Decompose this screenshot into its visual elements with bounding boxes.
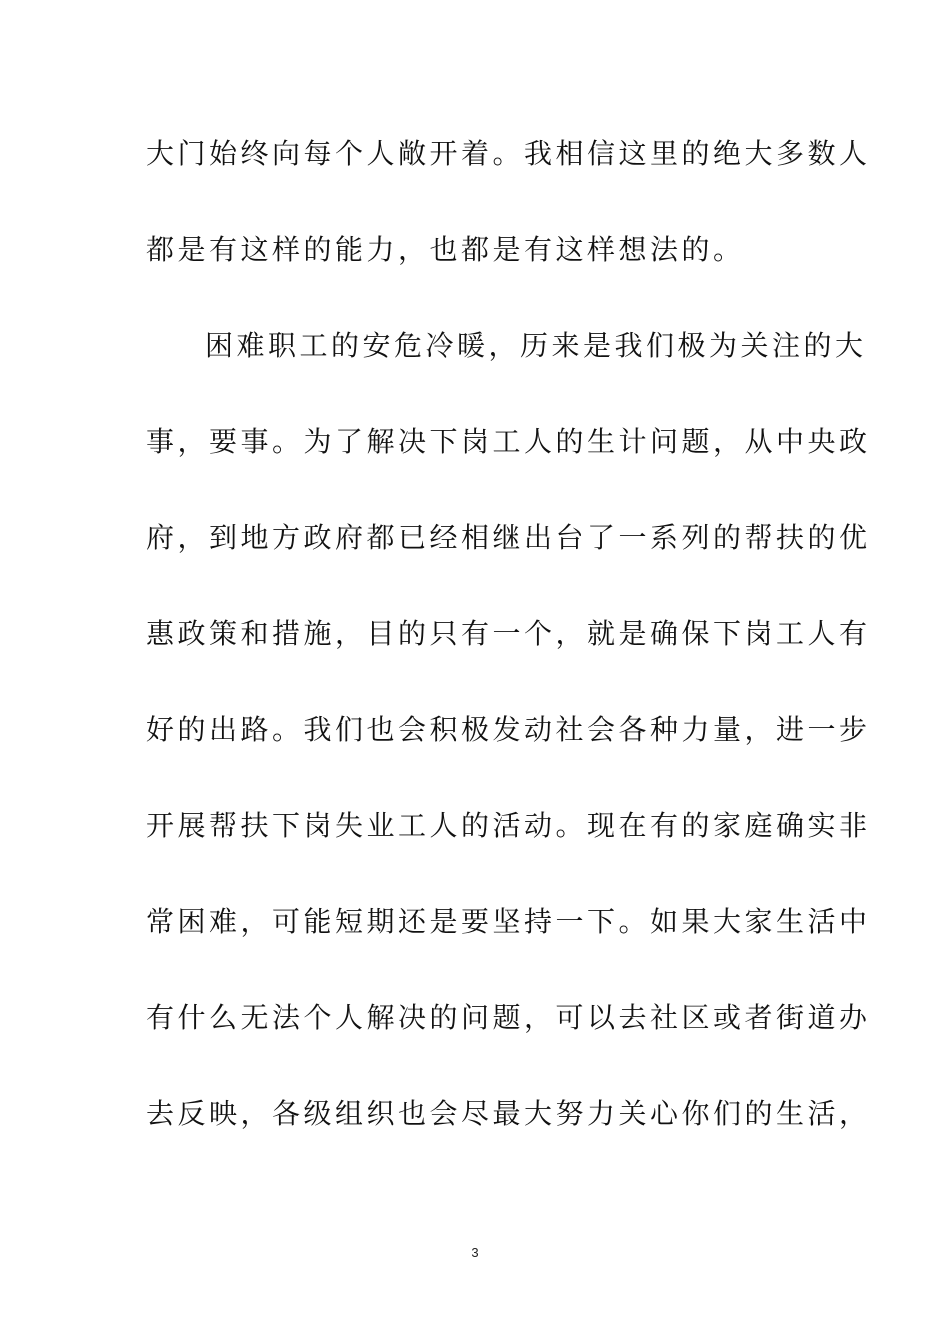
text-line: 常困难，可能短期还是要坚持一下。如果大家生活中 [146, 905, 871, 938]
text-line: 事，要事。为了解决下岗工人的生计问题，从中央政 [146, 425, 871, 458]
text-line: 府，到地方政府都已经相继出台了一系列的帮扶的优 [146, 521, 871, 554]
text-line: 开展帮扶下岗失业工人的活动。现在有的家庭确实非 [146, 809, 871, 842]
page-number: 3 [471, 1245, 479, 1260]
text-line: 都是有这样的能力，也都是有这样想法的。 [146, 233, 745, 266]
text-line: 有什么无法个人解决的问题，可以去社区或者街道办 [146, 1001, 871, 1034]
text-line: 大门始终向每个人敞开着。我相信这里的绝大多数人 [146, 137, 871, 170]
paragraph-start-line: 困难职工的安危冷暖，历来是我们极为关注的大 [205, 329, 867, 362]
text-line: 去反映，各级组织也会尽最大努力关心你们的生活， [146, 1097, 871, 1130]
text-line: 惠政策和措施，目的只有一个，就是确保下岗工人有 [146, 617, 871, 650]
text-line: 好的出路。我们也会积极发动社会各种力量，进一步 [146, 713, 871, 746]
